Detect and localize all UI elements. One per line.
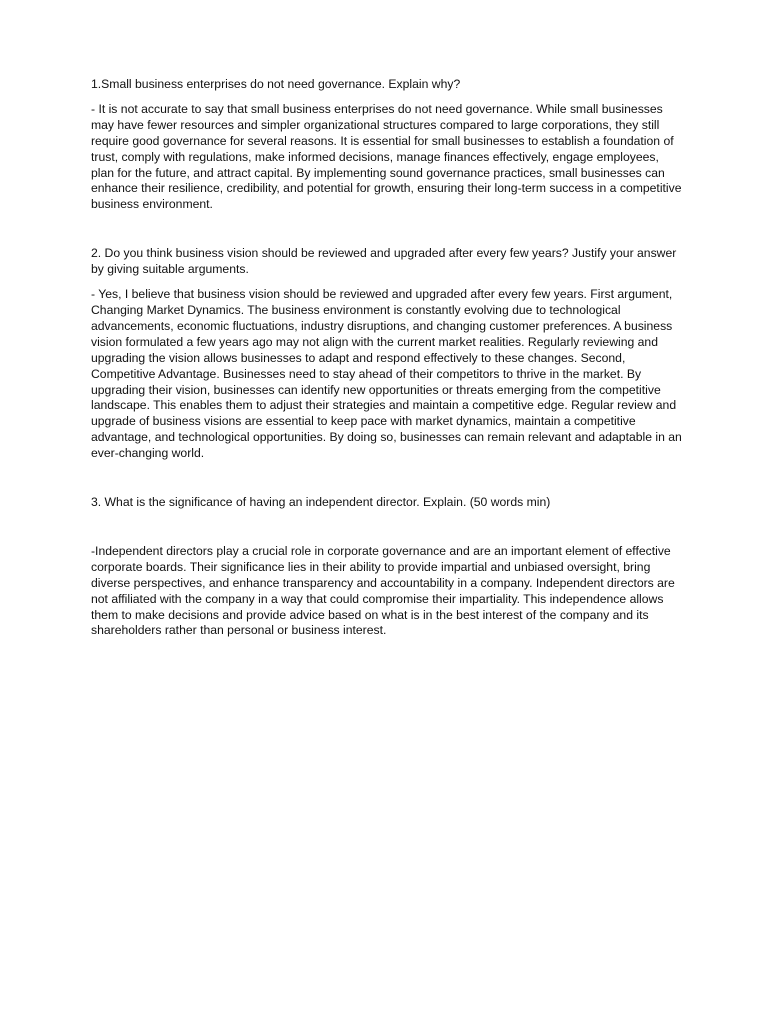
answer-2: - Yes, I believe that business vision should be reviewed and upgraded after every few years. First argument, Changing Market Dynamics. The business environment is constantly evolving due to technological advancements, economic fluctuations, industry disruptions, and changing customer preferences. A business vision formulated a few years ago may not align with the current market realities. Regularly reviewing and upgrading the vision allows businesses to adapt and respond effectively to these changes. Second, Competitive Advantage. Businesses need to stay ahead of their competitors to thrive in the market. By upgrading their vision, businesses can identify new opportunities or threats emerging from the competitive landscape. This enables them to adjust their strategies and maintain a competitive edge. Regular review and upgrade of business visions are essential to keep pace with market dynamics, maintain a competitive advantage, and technological opportunities. By doing so, businesses can remain relevant and adaptable in an ever-changing world.	[91, 287, 682, 461]
paragraph-spacer	[91, 462, 683, 495]
question-1: 1.Small business enterprises do not need governance. Explain why?	[91, 77, 461, 91]
question-2: 2. Do you think business vision should be reviewed and upgraded after every few years? Justify your answer by giving suitable arguments.	[91, 246, 677, 277]
document-body	[91, 77, 683, 639]
question-3: 3. What is the significance of having an independent director. Explain. (50 words min)	[91, 495, 551, 510]
answer-1: - It is not accurate to say that small business enterprises do not need governance. While small businesses may have fewer resources and simpler organizational structures compared to large corporations, they still require good governance for several reasons. It is essential for small businesses to establish a foundation of trust, comply with regulations, make informed decisions, manage finances effectively, engage employees, plan for the future, and attract capital. By implementing sound governance practices, small businesses can enhance their resilience, credibility, and potential for growth, ensuring their long-term success in a competitive business environment.	[91, 101, 682, 212]
paragraph-spacer	[91, 213, 683, 246]
paragraph-spacer	[91, 511, 683, 544]
answer-3: -Independent directors play a crucial role in corporate governance and are an important element of effective corporate boards. Their significance lies in their ability to provide impartial and unbiased oversight, bring diverse perspectives, and enhance transparency and accountability in a company. Independent directors are not affiliated with the company in a way that could compromise their impartiality. This independence allows them to make decisions and provide advice based on what is in the best interest of the company and its shareholders rather than personal or business interest.	[91, 543, 675, 638]
